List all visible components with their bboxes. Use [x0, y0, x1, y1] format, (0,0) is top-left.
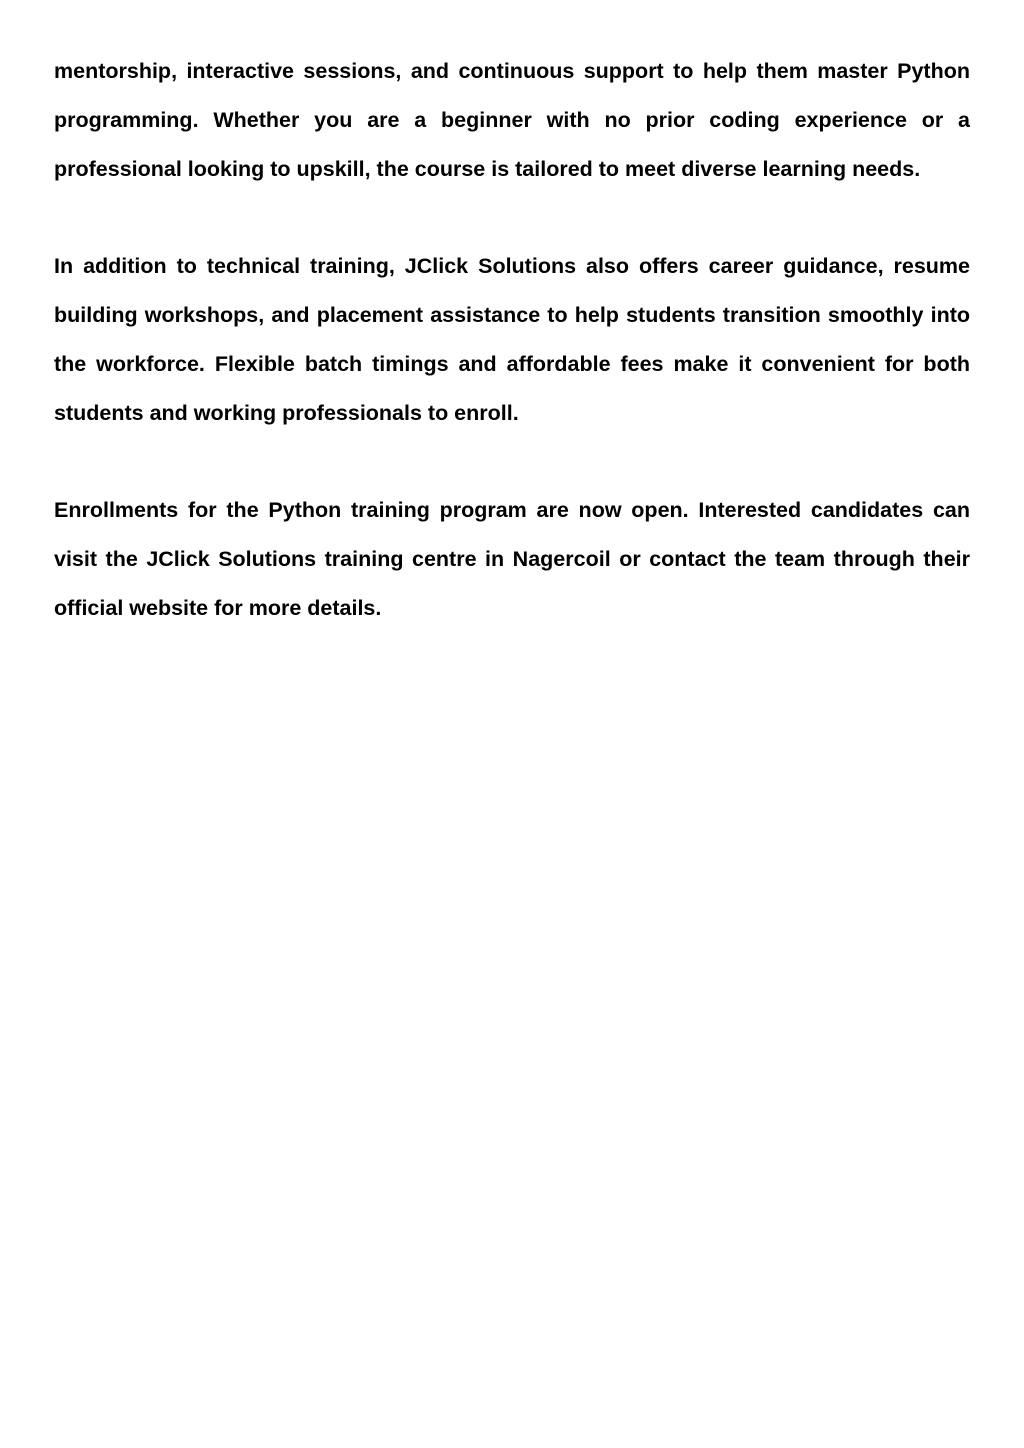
paragraph-career-guidance: In addition to technical training, JClick Solutions also offers career guidance, resume building workshops, and placement assistance to help students transition smoothly into the workforce. Flexible batch timings and affordable fees make it convenient for both students and working professionals to enroll. — [54, 254, 970, 425]
paragraph-mentorship: mentorship, interactive sessions, and continuous support to help them master Python programming. Whether you are a beginner with no prior coding experience or a professional looking to upskill, the course is tailored to meet diverse learning needs. — [54, 59, 970, 181]
document-body — [54, 47, 970, 633]
paragraph-enrollments: Enrollments for the Python training program are now open. Interested candidates can visit the JClick Solutions training centre in Nagercoil or contact the team through their official website for more details. — [54, 498, 970, 620]
